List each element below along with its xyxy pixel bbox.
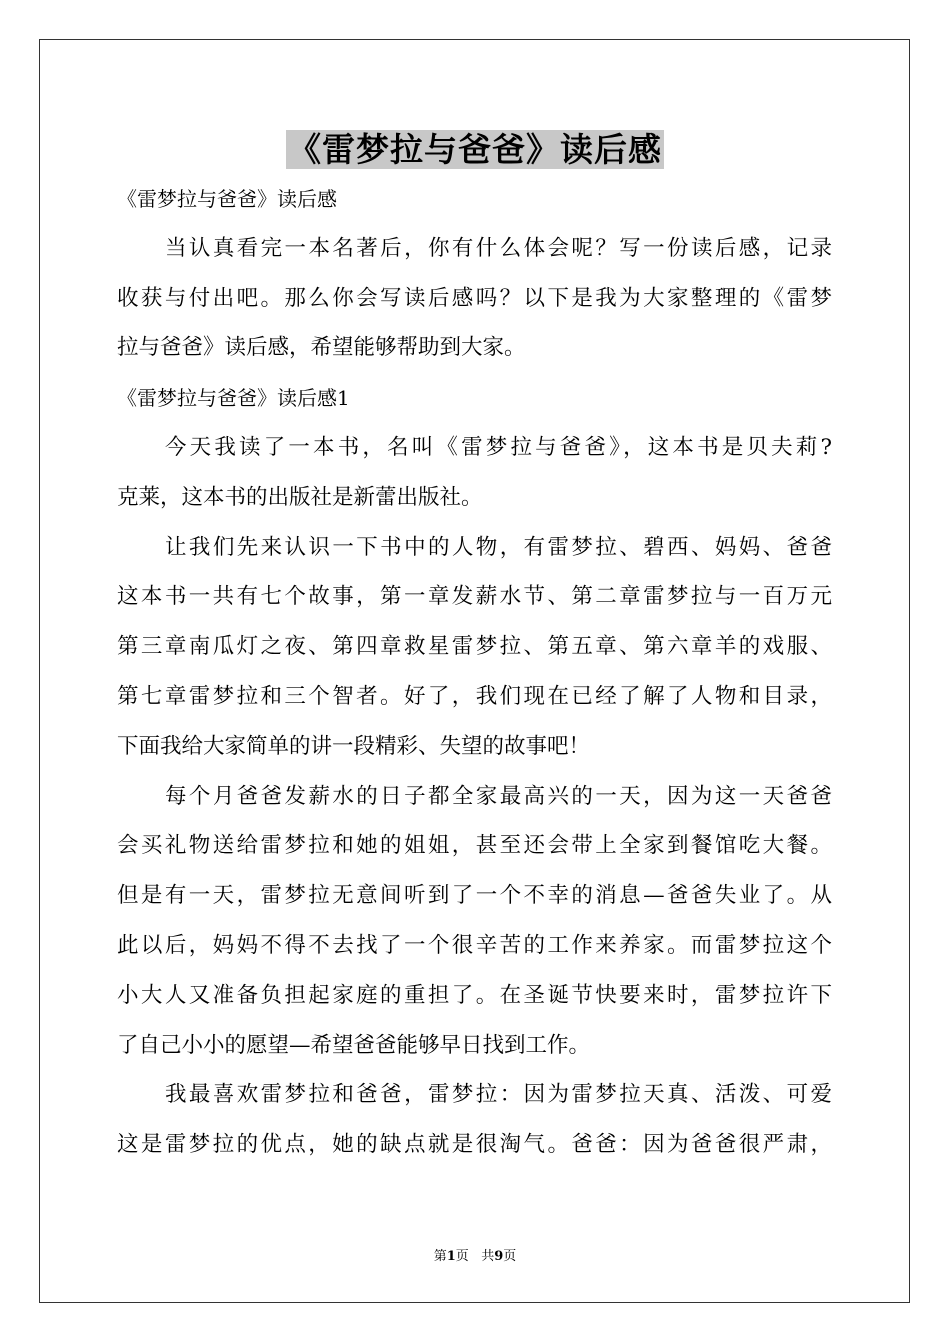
footer-page-prefix: 第 (433, 1249, 447, 1264)
footer-page-suffix: 页 (455, 1249, 469, 1264)
footer-total-suffix: 页 (503, 1249, 517, 1264)
page-footer (0, 1248, 950, 1266)
body-text-line: 下面我给大家简单的讲一段精彩、失望的故事吧！ (117, 734, 591, 759)
page-frame (39, 39, 910, 1303)
body-text-line: 这是雷梦拉的优点，她的缺点就是很淘气。爸爸：因为爸爸很严肃， (117, 1132, 832, 1157)
body-text-line: 了自己小小的愿望—希望爸爸能够早日找到工作。 (117, 1033, 591, 1058)
document-title (0, 128, 950, 172)
body-text-line: 收获与付出吧。那么你会写读后感吗？以下是我为大家整理的《雷梦 (117, 286, 832, 311)
section-heading: 《雷梦拉与爸爸》读后感 (117, 187, 337, 211)
section-heading: 《雷梦拉与爸爸》读后感1 (117, 386, 350, 410)
body-text-line: 今天我读了一本书，名叫《雷梦拉与爸爸》，这本书是贝夫莉? (165, 435, 832, 460)
footer-total-pages: 9 (494, 1249, 504, 1264)
body-text-line: 让我们先来认识一下书中的人物，有雷梦拉、碧西、妈妈、爸爸 (165, 535, 832, 560)
body-text-line: 克莱，这本书的出版社是新蕾出版社。 (117, 485, 483, 510)
body-text-line: 当认真看完一本名著后，你有什么体会呢？写一份读后感，记录 (165, 236, 832, 261)
footer-page-number: 1 (446, 1249, 456, 1264)
body-text-line: 但是有一天，雷梦拉无意间听到了一个不幸的消息—爸爸失业了。从 (117, 883, 832, 908)
body-text-line: 小大人又准备负担起家庭的重担了。在圣诞节快要来时，雷梦拉许下 (117, 983, 832, 1008)
body-text-line: 我最喜欢雷梦拉和爸爸，雷梦拉：因为雷梦拉天真、活泼、可爱 (165, 1082, 832, 1107)
body-text-line: 拉与爸爸》读后感，希望能够帮助到大家。 (117, 335, 526, 360)
body-text-line: 每个月爸爸发薪水的日子都全家最高兴的一天，因为这一天爸爸 (165, 784, 832, 809)
document-title-text: 《雷梦拉与爸爸》读后感 (288, 130, 662, 169)
body-text-line: 会买礼物送给雷梦拉和她的姐姐，甚至还会带上全家到餐馆吃大餐。 (117, 833, 832, 858)
body-text-line: 第三章南瓜灯之夜、第四章救星雷梦拉、第五章、第六章羊的戏服、 (117, 634, 832, 659)
body-text-line: 这本书一共有七个故事，第一章发薪水节、第二章雷梦拉与一百万元 (117, 584, 832, 609)
footer-total-prefix: 共 (481, 1249, 495, 1264)
body-text-line: 第七章雷梦拉和三个智者。好了，我们现在已经了解了人物和目录， (117, 684, 832, 709)
body-text-line: 此以后，妈妈不得不去找了一个很辛苦的工作来养家。而雷梦拉这个 (117, 933, 832, 958)
